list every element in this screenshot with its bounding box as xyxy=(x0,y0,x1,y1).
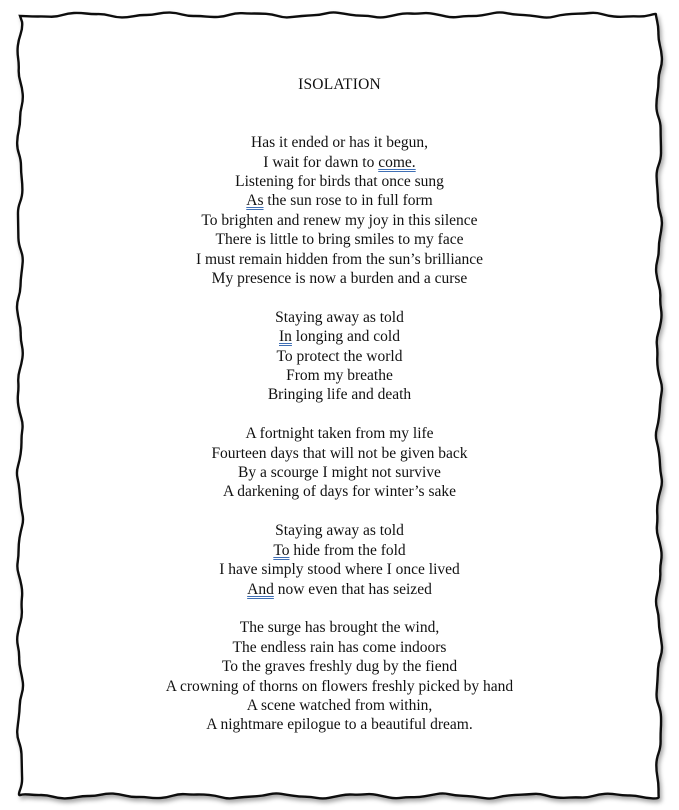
stanza xyxy=(0,618,679,734)
poem-line xyxy=(0,269,679,288)
poem-line xyxy=(0,444,679,463)
line-text: There is little to bring smiles to my face xyxy=(215,231,464,249)
poem-line xyxy=(0,677,679,696)
line-text: Fourteen days that will not be given back xyxy=(211,444,468,462)
poem-line xyxy=(0,541,679,560)
line-text: From my breathe xyxy=(286,367,393,385)
line-text: now even that has seized xyxy=(273,580,432,598)
poem-body xyxy=(0,133,679,735)
poem-line xyxy=(0,153,679,172)
line-text: To protect the world xyxy=(276,347,403,365)
poem-line xyxy=(0,230,679,249)
line-text: hide from the fold xyxy=(289,541,406,559)
poem-line xyxy=(0,580,679,599)
line-text: A fortnight taken from my life xyxy=(245,425,434,443)
line-text: A nightmare epilogue to a beautiful dream. xyxy=(206,716,473,734)
poem-line xyxy=(0,327,679,346)
line-text: Listening for birds that once sung xyxy=(235,173,444,191)
line-text: I must remain hidden from the sun’s brilliance xyxy=(195,250,484,268)
stanza xyxy=(0,133,679,288)
line-text: I have simply stood where I once lived xyxy=(219,561,460,579)
line-text: The surge has brought the wind, xyxy=(239,619,440,637)
poem-line xyxy=(0,638,679,657)
stanza xyxy=(0,308,679,405)
poem-line xyxy=(0,521,679,540)
poem-line xyxy=(0,560,679,579)
poem-line xyxy=(0,482,679,501)
poem-line xyxy=(0,347,679,366)
poem-line xyxy=(0,133,679,152)
poem-title: ISOLATION xyxy=(298,76,381,93)
poem-line xyxy=(0,385,679,404)
line-text: A crowning of thorns on flowers freshly picked by hand xyxy=(165,677,514,695)
line-text: Staying away as told xyxy=(275,308,404,326)
line-text: By a scourge I might not survive xyxy=(238,464,441,482)
poem-line xyxy=(0,424,679,443)
line-text: I wait for dawn to xyxy=(263,153,379,171)
line-text: Bringing life and death xyxy=(267,386,412,404)
line-text: the sun rose to in full form xyxy=(263,192,433,210)
poem-line xyxy=(0,715,679,734)
grammar-flagged-word: As xyxy=(246,192,264,210)
line-text: longing and cold xyxy=(291,328,400,346)
line-text: To brighten and renew my joy in this silence xyxy=(201,211,478,229)
poem-line xyxy=(0,463,679,482)
poem-line xyxy=(0,172,679,191)
poem-line xyxy=(0,696,679,715)
poem xyxy=(0,75,679,754)
poem-line xyxy=(0,657,679,676)
line-text: Staying away as told xyxy=(275,522,404,540)
poem-line xyxy=(0,618,679,637)
poem-line xyxy=(0,308,679,327)
line-text: A darkening of days for winter’s sake xyxy=(222,483,456,501)
grammar-flagged-word: And xyxy=(247,580,274,598)
stanza xyxy=(0,424,679,502)
grammar-flagged-word: In xyxy=(279,328,292,346)
line-text: A scene watched from within, xyxy=(246,696,433,714)
line-text: Has it ended or has it begun, xyxy=(251,134,428,152)
poem-line xyxy=(0,211,679,230)
line-text: My presence is now a burden and a curse xyxy=(211,270,468,288)
grammar-flagged-word: To xyxy=(273,541,290,559)
stanza xyxy=(0,521,679,599)
poem-line xyxy=(0,366,679,385)
line-text: To the graves freshly dug by the fiend xyxy=(221,658,458,676)
line-text: The endless rain has come indoors xyxy=(232,638,447,656)
poem-line xyxy=(0,250,679,269)
poem-line xyxy=(0,191,679,210)
grammar-flagged-word: come. xyxy=(378,153,416,171)
